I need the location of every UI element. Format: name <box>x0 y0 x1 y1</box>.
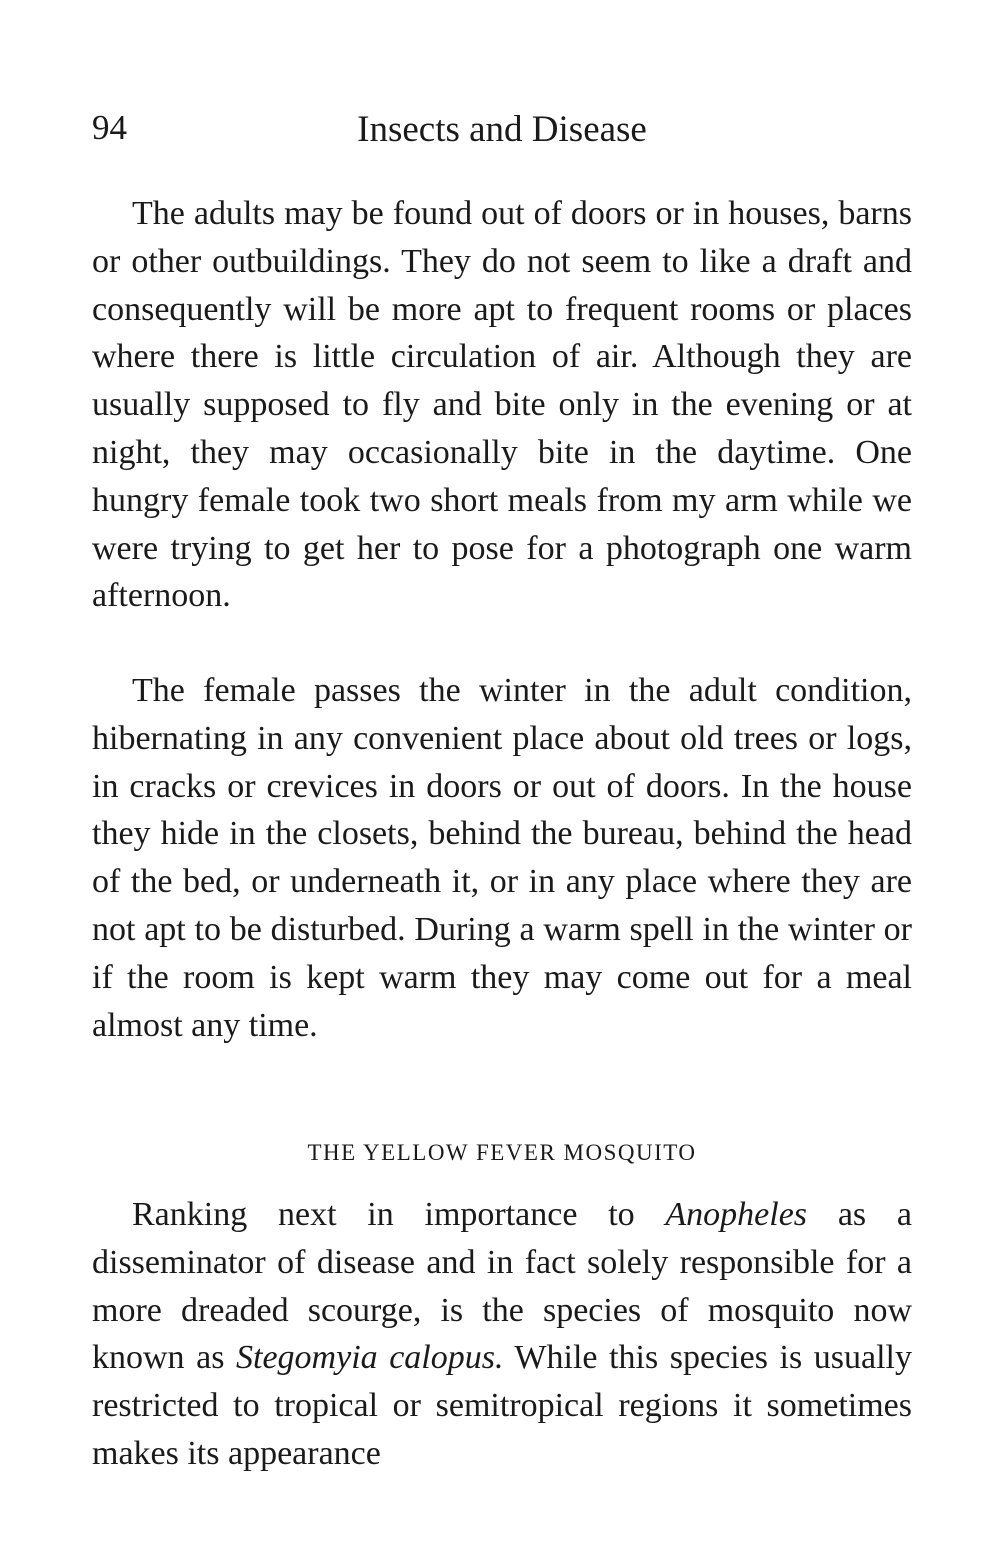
paragraph-winter <box>92 667 912 1049</box>
paragraph-text: The adults may be found out of doors or in houses, barns or other outbuildings. They do not seem to like a draft and consequently will be more apt to frequent rooms or places where there is little circulation of air. Although they are usually supposed to fly and bite only in the evening or at night, they may occasionally bite in the daytime. One hungry female took two short meals from my arm while we were trying to get her to pose for a photograph one warm afternoon. <box>92 195 912 615</box>
text-run: Ranking next in importance to <box>132 1196 666 1233</box>
genus-name: Anopheles <box>665 1196 808 1233</box>
page-number: 94 <box>92 108 127 147</box>
section-heading: THE YELLOW FEVER MOSQUITO <box>307 1140 697 1165</box>
species-name: Stegomyia calopus. <box>236 1339 504 1377</box>
page-header <box>92 108 912 158</box>
paragraph-adults <box>92 190 912 620</box>
paragraph-text <box>92 1191 912 1478</box>
paragraph-yellow-fever <box>92 1191 912 1478</box>
paragraph-text: The female passes the winter in the adult condition, hibernating in any convenient place about old trees or logs, in cracks or crevices in doors or out of doors. In the house they hide in the closets, behind the bureau, behind the head of the bed, or underneath it, or in any place where they are not apt to be disturbed. During a warm spell in the winter or if the room is kept warm they may come out for a meal almost any time. <box>92 672 912 1044</box>
text-run: as a disseminator of disease and in fact solely responsible for a more dreaded scourge, is the species of mosquito now known as <box>92 1196 912 1377</box>
running-title: Insects and Disease <box>357 109 647 150</box>
text-run: While this species is usually restricted to tropical or semitropical regions it sometimes makes its appearance <box>92 1339 912 1472</box>
